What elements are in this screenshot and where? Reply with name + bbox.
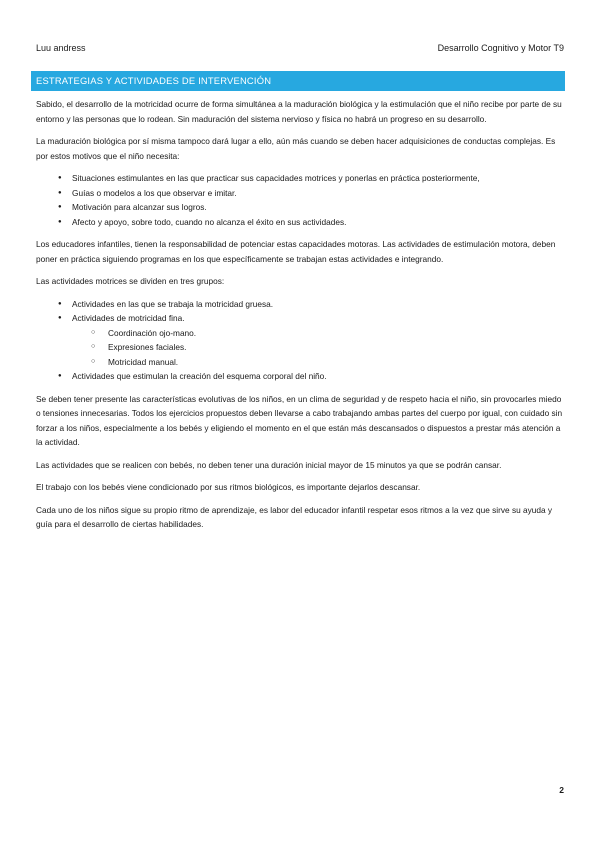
- page-number: 2: [559, 785, 564, 795]
- paragraph-characteristics: Se deben tener presente las características evolutivas de los niños, en un clima de seguridad y de respeto hacia el niño, sin provocarles miedo o tensiones innecesarias. Todos los ejercicios propuestos deben llevarse a cabo trabajando ambas partes del cuerpo por igual, con cuidado sin forzar a los niños, especialmente a los bebés y eligiendo el momento en el que están más descansados o dispuestos a prestar más atención a la actividad.: [36, 393, 563, 447]
- needs-list-item: ● Motivación para alcanzar sus logros.: [36, 200, 564, 215]
- groups-list-item: ● Actividades en las que se trabaja la motricidad gruesa.: [36, 297, 564, 312]
- paragraph-intro: Sabido, el desarrollo de la motricidad ocurre de forma simultánea a la maduración biológica y la estimulación que el niño recibe por parte de su entorno y las personas que lo rodean. Sin maduración del sistema nervioso y física no habrá un progreso en su desarrollo.: [36, 99, 562, 124]
- header-subject: Desarrollo Cognitivo y Motor T9: [437, 43, 564, 53]
- needs-list-item: ● Situaciones estimulantes en las que practicar sus capacidades motrices y ponerlas en práctica posteriormente,: [36, 171, 564, 186]
- fine-motor-subitem: ○ Coordinación ojo-mano.: [36, 326, 564, 341]
- paragraph-needs-intro: La maduración biológica por sí misma tampoco dará lugar a ello, aún más cuando se deben hacer adquisiciones de conductas complejas. Es por estos motivos que el niño necesita:: [36, 136, 556, 161]
- paragraph-babies-rhythms: El trabajo con los bebés viene condicionado por sus ritmos biológicos, es importante dejarlos descansar.: [36, 482, 421, 492]
- needs-list-item: ● Afecto y apoyo, sobre todo, cuando no alcanza el éxito en sus actividades.: [36, 215, 564, 230]
- needs-list-item: ● Guías o modelos a los que observar e imitar.: [36, 186, 564, 201]
- paragraph-learning-rhythm: Cada uno de los niños sigue su propio ritmo de aprendizaje, es labor del educador infantil respetar esos ritmos a la vez que sirve su ayuda y guía para el desarrollo de ciertas habilidades.: [36, 504, 553, 529]
- header-author: Luu andress: [36, 43, 86, 53]
- groups-list: [36, 297, 564, 384]
- section-title-banner: ESTRATEGIAS Y ACTIVIDADES DE INTERVENCIÓN: [31, 71, 565, 91]
- paragraph-groups-intro: Las actividades motrices se dividen en tres grupos:: [36, 276, 225, 286]
- groups-list-item: ● Actividades de motricidad fina.: [36, 311, 564, 326]
- groups-list-item: ● Actividades que estimulan la creación del esquema corporal del niño.: [36, 369, 564, 384]
- fine-motor-subitem: ○ Expresiones faciales.: [36, 340, 564, 355]
- document-body: [36, 97, 564, 540]
- paragraph-educators: Los educadores infantiles, tienen la responsabilidad de potenciar estas capacidades motoras. Las actividades de estimulación motora, deben poner en práctica siguiendo programas en los que específicamente se trabajan estas actividades e integrando.: [36, 239, 556, 264]
- fine-motor-subitem: ○ Motricidad manual.: [36, 355, 564, 370]
- paragraph-babies-duration: Las actividades que se realicen con bebés, no deben tener una duración inicial mayor de 15 minutos ya que se podrán cansar.: [36, 459, 502, 470]
- needs-list: [36, 171, 564, 229]
